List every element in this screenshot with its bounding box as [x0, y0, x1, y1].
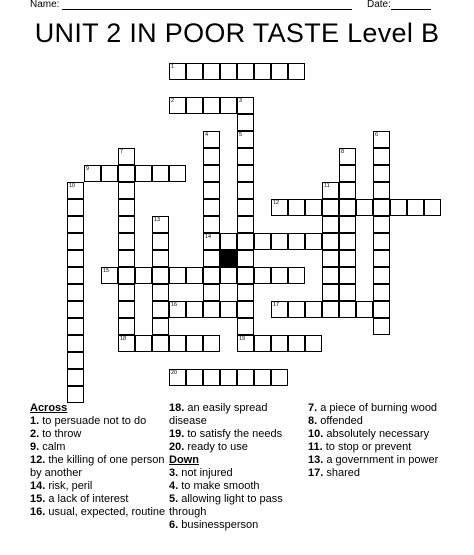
grid-cell[interactable] [203, 216, 220, 233]
grid-cell[interactable] [271, 199, 288, 216]
grid-cell[interactable] [203, 369, 220, 386]
clue-number: 17. [308, 467, 324, 479]
grid-cell[interactable] [339, 216, 356, 233]
across-header: Across [30, 402, 68, 414]
grid-cell[interactable] [169, 267, 186, 284]
grid-cell[interactable] [220, 63, 237, 80]
cell-number: 20 [171, 370, 178, 376]
grid-cell[interactable] [118, 301, 135, 318]
clue-number: 12. [30, 454, 46, 466]
clue-item [169, 467, 307, 480]
grid-cell[interactable] [237, 114, 254, 131]
grid-cell[interactable] [237, 250, 254, 267]
grid-cell[interactable] [220, 369, 237, 386]
clue-item [169, 428, 307, 441]
date-label: Date: [367, 0, 391, 10]
grid-cell[interactable] [322, 199, 339, 216]
grid-cell[interactable] [339, 165, 356, 182]
grid-cell[interactable] [152, 301, 169, 318]
grid-cell[interactable] [67, 199, 84, 216]
grid-cell[interactable] [152, 267, 169, 284]
grid-cell[interactable] [254, 63, 271, 80]
clue-item [30, 506, 170, 519]
grid-cell[interactable] [135, 267, 152, 284]
grid-cell[interactable] [118, 148, 135, 165]
cell-number: 19 [239, 336, 246, 342]
grid-cell[interactable] [152, 216, 169, 233]
grid-cell[interactable] [152, 284, 169, 301]
grid-cell[interactable] [84, 165, 101, 182]
clue-number: 16. [30, 506, 46, 518]
grid-cell[interactable] [271, 369, 288, 386]
clue-number: 4. [169, 480, 179, 492]
clue-text: shared [323, 467, 360, 479]
clue-number: 8. [308, 415, 318, 427]
grid-cell[interactable] [305, 335, 322, 352]
cell-number: 17 [273, 302, 280, 308]
grid-cell[interactable] [237, 148, 254, 165]
grid-cell[interactable] [169, 335, 186, 352]
clue-text: the killing of one person by another [30, 454, 165, 479]
clue-item [169, 402, 307, 428]
grid-cell[interactable] [288, 301, 305, 318]
clue-number: 1. [30, 415, 40, 427]
grid-cell[interactable] [203, 301, 220, 318]
grid-cell[interactable] [67, 386, 84, 403]
grid-cell[interactable] [186, 267, 203, 284]
grid-cell[interactable] [271, 63, 288, 80]
clue-text: calm [39, 441, 66, 453]
grid-cell[interactable] [322, 250, 339, 267]
clue-item [308, 415, 448, 428]
grid-cell[interactable] [152, 233, 169, 250]
clue-text: allowing light to pass through [169, 493, 283, 518]
grid-cell[interactable] [118, 335, 135, 352]
grid-cell[interactable] [305, 199, 322, 216]
grid-cell[interactable] [339, 284, 356, 301]
grid-cell[interactable] [101, 267, 118, 284]
grid-cell[interactable] [152, 165, 169, 182]
grid-cell[interactable] [203, 335, 220, 352]
grid-cell[interactable] [288, 335, 305, 352]
clue-text: to stop or prevent [322, 441, 412, 453]
grid-cell[interactable] [373, 233, 390, 250]
cell-number: 18 [120, 336, 127, 342]
grid-cell[interactable] [135, 165, 152, 182]
clue-item [169, 480, 307, 493]
clue-number: 20. [169, 441, 185, 453]
grid-cell[interactable] [203, 182, 220, 199]
grid-cell[interactable] [356, 301, 373, 318]
clue-number: 5. [169, 493, 179, 505]
grid-cell[interactable] [237, 182, 254, 199]
grid-cell[interactable] [339, 199, 356, 216]
grid-cell[interactable] [373, 301, 390, 318]
clue-text: a government in power [323, 454, 439, 466]
cell-number: 7 [120, 149, 124, 155]
clue-number: 11. [308, 441, 323, 453]
grid-cell[interactable] [339, 250, 356, 267]
grid-cell[interactable] [203, 97, 220, 114]
grid-cell[interactable] [237, 131, 254, 148]
grid-cell[interactable] [237, 63, 254, 80]
grid-cell[interactable] [339, 301, 356, 318]
clue-item [30, 454, 170, 480]
grid-cell[interactable] [118, 267, 135, 284]
grid-cell[interactable] [237, 233, 254, 250]
grid-cell[interactable] [186, 301, 203, 318]
grid-cell[interactable] [67, 284, 84, 301]
grid-cell[interactable] [322, 216, 339, 233]
grid-cell[interactable] [203, 63, 220, 80]
grid-cell[interactable] [186, 63, 203, 80]
grid-cell[interactable] [67, 250, 84, 267]
grid-cell[interactable] [67, 352, 84, 369]
cell-number: 10 [69, 183, 76, 189]
grid-cell[interactable] [203, 267, 220, 284]
clue-item [30, 428, 170, 441]
clue-item [30, 480, 170, 493]
grid-cell[interactable] [237, 165, 254, 182]
clue-text: offended [317, 415, 363, 427]
clue-item [308, 467, 448, 480]
grid-cell[interactable] [169, 369, 186, 386]
grid-cell[interactable] [373, 250, 390, 267]
grid-cell[interactable] [152, 318, 169, 335]
grid-cell[interactable] [186, 97, 203, 114]
grid-cell[interactable] [237, 284, 254, 301]
cell-number: 14 [205, 234, 212, 240]
grid-cell[interactable] [322, 267, 339, 284]
name-field[interactable] [62, 9, 352, 10]
cell-number: 8 [341, 149, 345, 155]
grid-cell[interactable] [339, 233, 356, 250]
grid-cell[interactable] [390, 199, 407, 216]
black-square [220, 250, 237, 267]
clue-item [308, 441, 448, 454]
grid-cell[interactable] [271, 233, 288, 250]
cell-number: 6 [375, 132, 379, 138]
grid-cell[interactable] [220, 301, 237, 318]
grid-cell[interactable] [339, 267, 356, 284]
grid-cell[interactable] [203, 250, 220, 267]
grid-cell[interactable] [305, 233, 322, 250]
grid-cell[interactable] [373, 182, 390, 199]
name-date-bar [0, 0, 474, 12]
clues-column-2 [169, 402, 307, 532]
date-field[interactable] [391, 9, 431, 10]
grid-cell[interactable] [220, 267, 237, 284]
grid-cell[interactable] [135, 335, 152, 352]
grid-cell[interactable] [339, 148, 356, 165]
grid-cell[interactable] [373, 148, 390, 165]
grid-cell[interactable] [169, 165, 186, 182]
grid-cell[interactable] [271, 335, 288, 352]
page-title: UNIT 2 IN POOR TASTE Level B [34, 18, 440, 48]
clue-text: to satisfy the needs [184, 428, 283, 440]
down-clue-list-continued [308, 402, 448, 480]
grid-cell[interactable] [203, 148, 220, 165]
grid-cell[interactable] [322, 301, 339, 318]
grid-cell[interactable] [186, 335, 203, 352]
grid-cell[interactable] [424, 199, 441, 216]
clue-number: 6. [169, 519, 179, 531]
clue-text: businessperson [178, 519, 259, 531]
clue-number: 19. [169, 428, 185, 440]
clue-number: 10. [308, 428, 324, 440]
clue-item [308, 454, 448, 467]
grid-cell[interactable] [254, 233, 271, 250]
cell-number: 4 [205, 132, 209, 138]
grid-cell[interactable] [271, 301, 288, 318]
clue-item [169, 441, 307, 454]
grid-cell[interactable] [101, 165, 118, 182]
grid-cell[interactable] [152, 250, 169, 267]
grid-cell[interactable] [67, 233, 84, 250]
grid-cell[interactable] [203, 199, 220, 216]
grid-cell[interactable] [254, 267, 271, 284]
grid-cell[interactable] [237, 97, 254, 114]
clue-text: risk, peril [45, 480, 93, 492]
grid-cell[interactable] [118, 165, 135, 182]
grid-cell[interactable] [373, 131, 390, 148]
grid-cell[interactable] [237, 216, 254, 233]
grid-cell[interactable] [67, 216, 84, 233]
grid-cell[interactable] [237, 335, 254, 352]
grid-cell[interactable] [373, 216, 390, 233]
clue-number: 13. [308, 454, 324, 466]
grid-cell[interactable] [373, 165, 390, 182]
grid-cell[interactable] [237, 369, 254, 386]
grid-cell[interactable] [118, 250, 135, 267]
grid-cell[interactable] [237, 301, 254, 318]
grid-cell[interactable] [339, 182, 356, 199]
down-clue-list [169, 467, 307, 532]
grid-cell[interactable] [67, 182, 84, 199]
grid-cell[interactable] [169, 301, 186, 318]
grid-cell[interactable] [118, 182, 135, 199]
clue-number: 15. [30, 493, 46, 505]
clues-column-1 [30, 402, 170, 519]
grid-cell[interactable] [67, 267, 84, 284]
cell-number: 5 [239, 132, 243, 138]
clue-item [30, 415, 170, 428]
grid-cell[interactable] [305, 301, 322, 318]
grid-cell[interactable] [169, 63, 186, 80]
clue-item [30, 493, 170, 506]
clue-number: 2. [30, 428, 40, 440]
clue-number: 7. [308, 402, 318, 414]
clue-text: to persuade not to do [39, 415, 147, 427]
grid-cell[interactable] [152, 335, 169, 352]
grid-cell[interactable] [356, 199, 373, 216]
cell-number: 9 [86, 166, 90, 172]
clue-text: usual, expected, routine [45, 506, 166, 518]
grid-cell[interactable] [322, 233, 339, 250]
clue-item [308, 402, 448, 415]
grid-cell[interactable] [373, 284, 390, 301]
clue-text: to make smooth [178, 480, 260, 492]
grid-cell[interactable] [203, 284, 220, 301]
grid-cell[interactable] [118, 284, 135, 301]
grid-cell[interactable] [288, 199, 305, 216]
grid-cell[interactable] [322, 284, 339, 301]
down-header: Down [169, 454, 199, 466]
grid-cell[interactable] [118, 216, 135, 233]
grid-cell[interactable] [373, 318, 390, 335]
grid-cell[interactable] [288, 233, 305, 250]
grid-cell[interactable] [169, 97, 186, 114]
grid-cell[interactable] [118, 199, 135, 216]
clue-item [169, 519, 307, 532]
cell-number: 11 [324, 183, 330, 189]
cell-number: 15 [103, 268, 110, 274]
clue-text: ready to use [184, 441, 248, 453]
clue-text: not injured [178, 467, 233, 479]
clue-item [308, 428, 448, 441]
clue-number: 14. [30, 480, 46, 492]
clue-text: an easily spread disease [169, 402, 268, 427]
grid-cell[interactable] [118, 233, 135, 250]
grid-cell[interactable] [373, 199, 390, 216]
clue-number: 18. [169, 402, 185, 414]
grid-cell[interactable] [288, 267, 305, 284]
name-label: Name: [30, 0, 60, 10]
cell-number: 1 [171, 64, 175, 70]
clue-number: 9. [30, 441, 40, 453]
grid-cell[interactable] [203, 233, 220, 250]
grid-cell[interactable] [237, 199, 254, 216]
grid-cell[interactable] [203, 165, 220, 182]
grid-cell[interactable] [254, 335, 271, 352]
across-clue-list [30, 415, 170, 519]
across-clue-list-continued [169, 402, 307, 454]
grid-cell[interactable] [67, 318, 84, 335]
grid-cell[interactable] [237, 318, 254, 335]
grid-cell[interactable] [237, 267, 254, 284]
grid-cell[interactable] [220, 233, 237, 250]
grid-cell[interactable] [407, 199, 424, 216]
clues-column-3 [308, 402, 448, 480]
grid-cell[interactable] [67, 369, 84, 386]
clue-item [169, 493, 307, 519]
cell-number: 12 [273, 200, 280, 206]
grid-cell[interactable] [118, 318, 135, 335]
grid-cell[interactable] [220, 97, 237, 114]
cell-number: 2 [171, 98, 175, 104]
clue-number: 3. [169, 467, 179, 479]
cell-number: 13 [154, 217, 161, 223]
grid-cell[interactable] [322, 182, 339, 199]
grid-cell[interactable] [373, 267, 390, 284]
clue-text: a lack of interest [45, 493, 129, 505]
clue-item [30, 441, 170, 454]
grid-cell[interactable] [271, 267, 288, 284]
grid-cell[interactable] [203, 131, 220, 148]
grid-cell[interactable] [186, 369, 203, 386]
grid-cell[interactable] [288, 63, 305, 80]
clue-text: a piece of burning wood [317, 402, 438, 414]
clue-text: to throw [39, 428, 82, 440]
clue-text: absolutely necessary [323, 428, 430, 440]
grid-cell[interactable] [254, 369, 271, 386]
grid-cell[interactable] [67, 301, 84, 318]
cell-number: 16 [171, 302, 178, 308]
grid-cell[interactable] [67, 335, 84, 352]
cell-number: 3 [239, 98, 243, 104]
